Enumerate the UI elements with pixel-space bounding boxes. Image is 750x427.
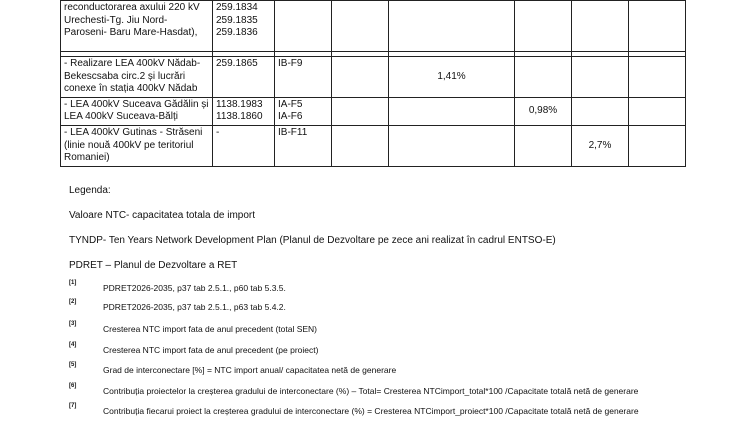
value-cell <box>515 1 572 52</box>
empty-cell <box>332 1 389 52</box>
empty-cell <box>389 125 515 166</box>
empty-cell <box>389 97 515 125</box>
value-cell <box>572 97 629 125</box>
footnote-number: [6] <box>69 383 77 389</box>
value-cell <box>572 57 629 98</box>
footnote-text: Grad de interconectare [%] = NTC import anual/ capacitatea netă de generare <box>103 365 397 375</box>
code-line: IB-F9 <box>278 58 303 69</box>
id-line: - <box>216 126 220 138</box>
id-line: 1138.1983 <box>216 98 263 110</box>
table-row <box>61 97 686 125</box>
project-line: reconductorarea axului 220 kV <box>64 2 200 13</box>
value-text: 1,41% <box>437 70 466 82</box>
footnote-text: PDRET2026-2035, p37 tab 2.5.1., p63 tab 5.4.2. <box>103 302 286 312</box>
footnote-text: Cresterea NTC import fata de anul precedent (pe proiect) <box>103 345 319 355</box>
table-row <box>61 125 686 166</box>
project-line: Bekescsaba circ.2 și lucrări <box>64 70 186 82</box>
code-line: IA-F5 <box>278 98 303 110</box>
project-cell <box>61 57 213 98</box>
value-cell <box>515 125 572 166</box>
empty-cell <box>332 125 389 166</box>
project-line: Romaniei) <box>64 152 110 164</box>
id-cell <box>213 1 275 52</box>
project-line: LEA 400kV Suceava-Bălți <box>64 111 178 123</box>
project-line: Urechesti-Tg. Jiu Nord- <box>64 14 168 26</box>
project-cell <box>61 1 213 52</box>
footnote-number: [4] <box>69 342 77 348</box>
footnote-text: Contribuția proiectelor la creșterea gradului de interconectare (%) – Total= Cresterea NTCimport_total*100 /Capacitate totală netă de generare <box>103 386 639 396</box>
empty-cell <box>389 1 515 52</box>
table-row <box>61 57 686 98</box>
code-cell <box>275 1 332 52</box>
project-line: conexe în stația 400kV Nădab <box>64 83 198 95</box>
value-text: 0,98% <box>528 105 558 117</box>
id-line: 259.1834 <box>216 2 258 13</box>
project-cell <box>61 97 213 125</box>
empty-cell <box>332 97 389 125</box>
project-line: Paroseni- Baru Mare-Hasdat), <box>64 27 198 39</box>
table-row <box>61 1 686 52</box>
code-line: IA-F6 <box>278 111 303 123</box>
id-line: 1138.1860 <box>216 111 263 123</box>
project-line: - LEA 400kV Gutinas - Străseni <box>64 126 203 138</box>
value-cell <box>515 57 572 98</box>
code-cell <box>275 97 332 125</box>
id-line: 259.1835 <box>216 14 258 26</box>
footnote-number: [3] <box>69 321 77 327</box>
id-line: 259.1865 <box>216 58 258 69</box>
id-cell <box>213 97 275 125</box>
value-cell <box>629 97 686 125</box>
project-cell <box>61 125 213 166</box>
legend-tyndp: TYNDP- Ten Years Network Development Plan (Planul de Dezvoltare pe zece ani realizat în cadrul ENTSO-E) <box>69 235 556 246</box>
project-line: - LEA 400kV Suceava Gădălin și <box>64 98 209 110</box>
footnote-number: [1] <box>69 280 77 286</box>
footnote-text: Contribuția fiecarui proiect la creșterea gradului de interconectare (%) = Cresterea NTCimport_proiect*100 /Capacitate totală netă de generare <box>103 406 639 416</box>
footnote-number: [2] <box>69 299 77 305</box>
projects-table <box>60 0 686 167</box>
footnote-text: Cresterea NTC import fata de anul precedent (total SEN) <box>103 324 318 334</box>
id-cell <box>213 57 275 98</box>
value-cell <box>629 125 686 166</box>
id-cell <box>213 125 275 166</box>
legend-title: Legenda: <box>69 185 111 196</box>
footnote-number: [7] <box>69 403 77 409</box>
code-line: IB-F11 <box>278 126 308 138</box>
value-cell <box>572 1 629 52</box>
empty-cell <box>332 57 389 98</box>
project-line: - Realizare LEA 400kV Nădab- <box>64 58 201 69</box>
footnote-number: [5] <box>69 362 77 368</box>
value-cell <box>389 57 515 98</box>
value-cell <box>629 57 686 98</box>
legend-pdret: PDRET – Planul de Dezvoltare a RET <box>69 260 238 271</box>
id-line: 259.1836 <box>216 27 258 39</box>
project-line: (linie nouă 400kV pe teritoriul <box>64 139 194 151</box>
value-text: 2,7% <box>588 139 612 151</box>
value-cell <box>572 125 629 166</box>
code-cell <box>275 57 332 98</box>
footnote-text: PDRET2026-2035, p37 tab 2.5.1., p60 tab 5.3.5. <box>103 283 286 293</box>
value-cell <box>515 97 572 125</box>
legend-ntc: Valoare NTC- capacitatea totala de import <box>69 210 256 221</box>
code-cell <box>275 125 332 166</box>
value-cell <box>629 1 686 52</box>
